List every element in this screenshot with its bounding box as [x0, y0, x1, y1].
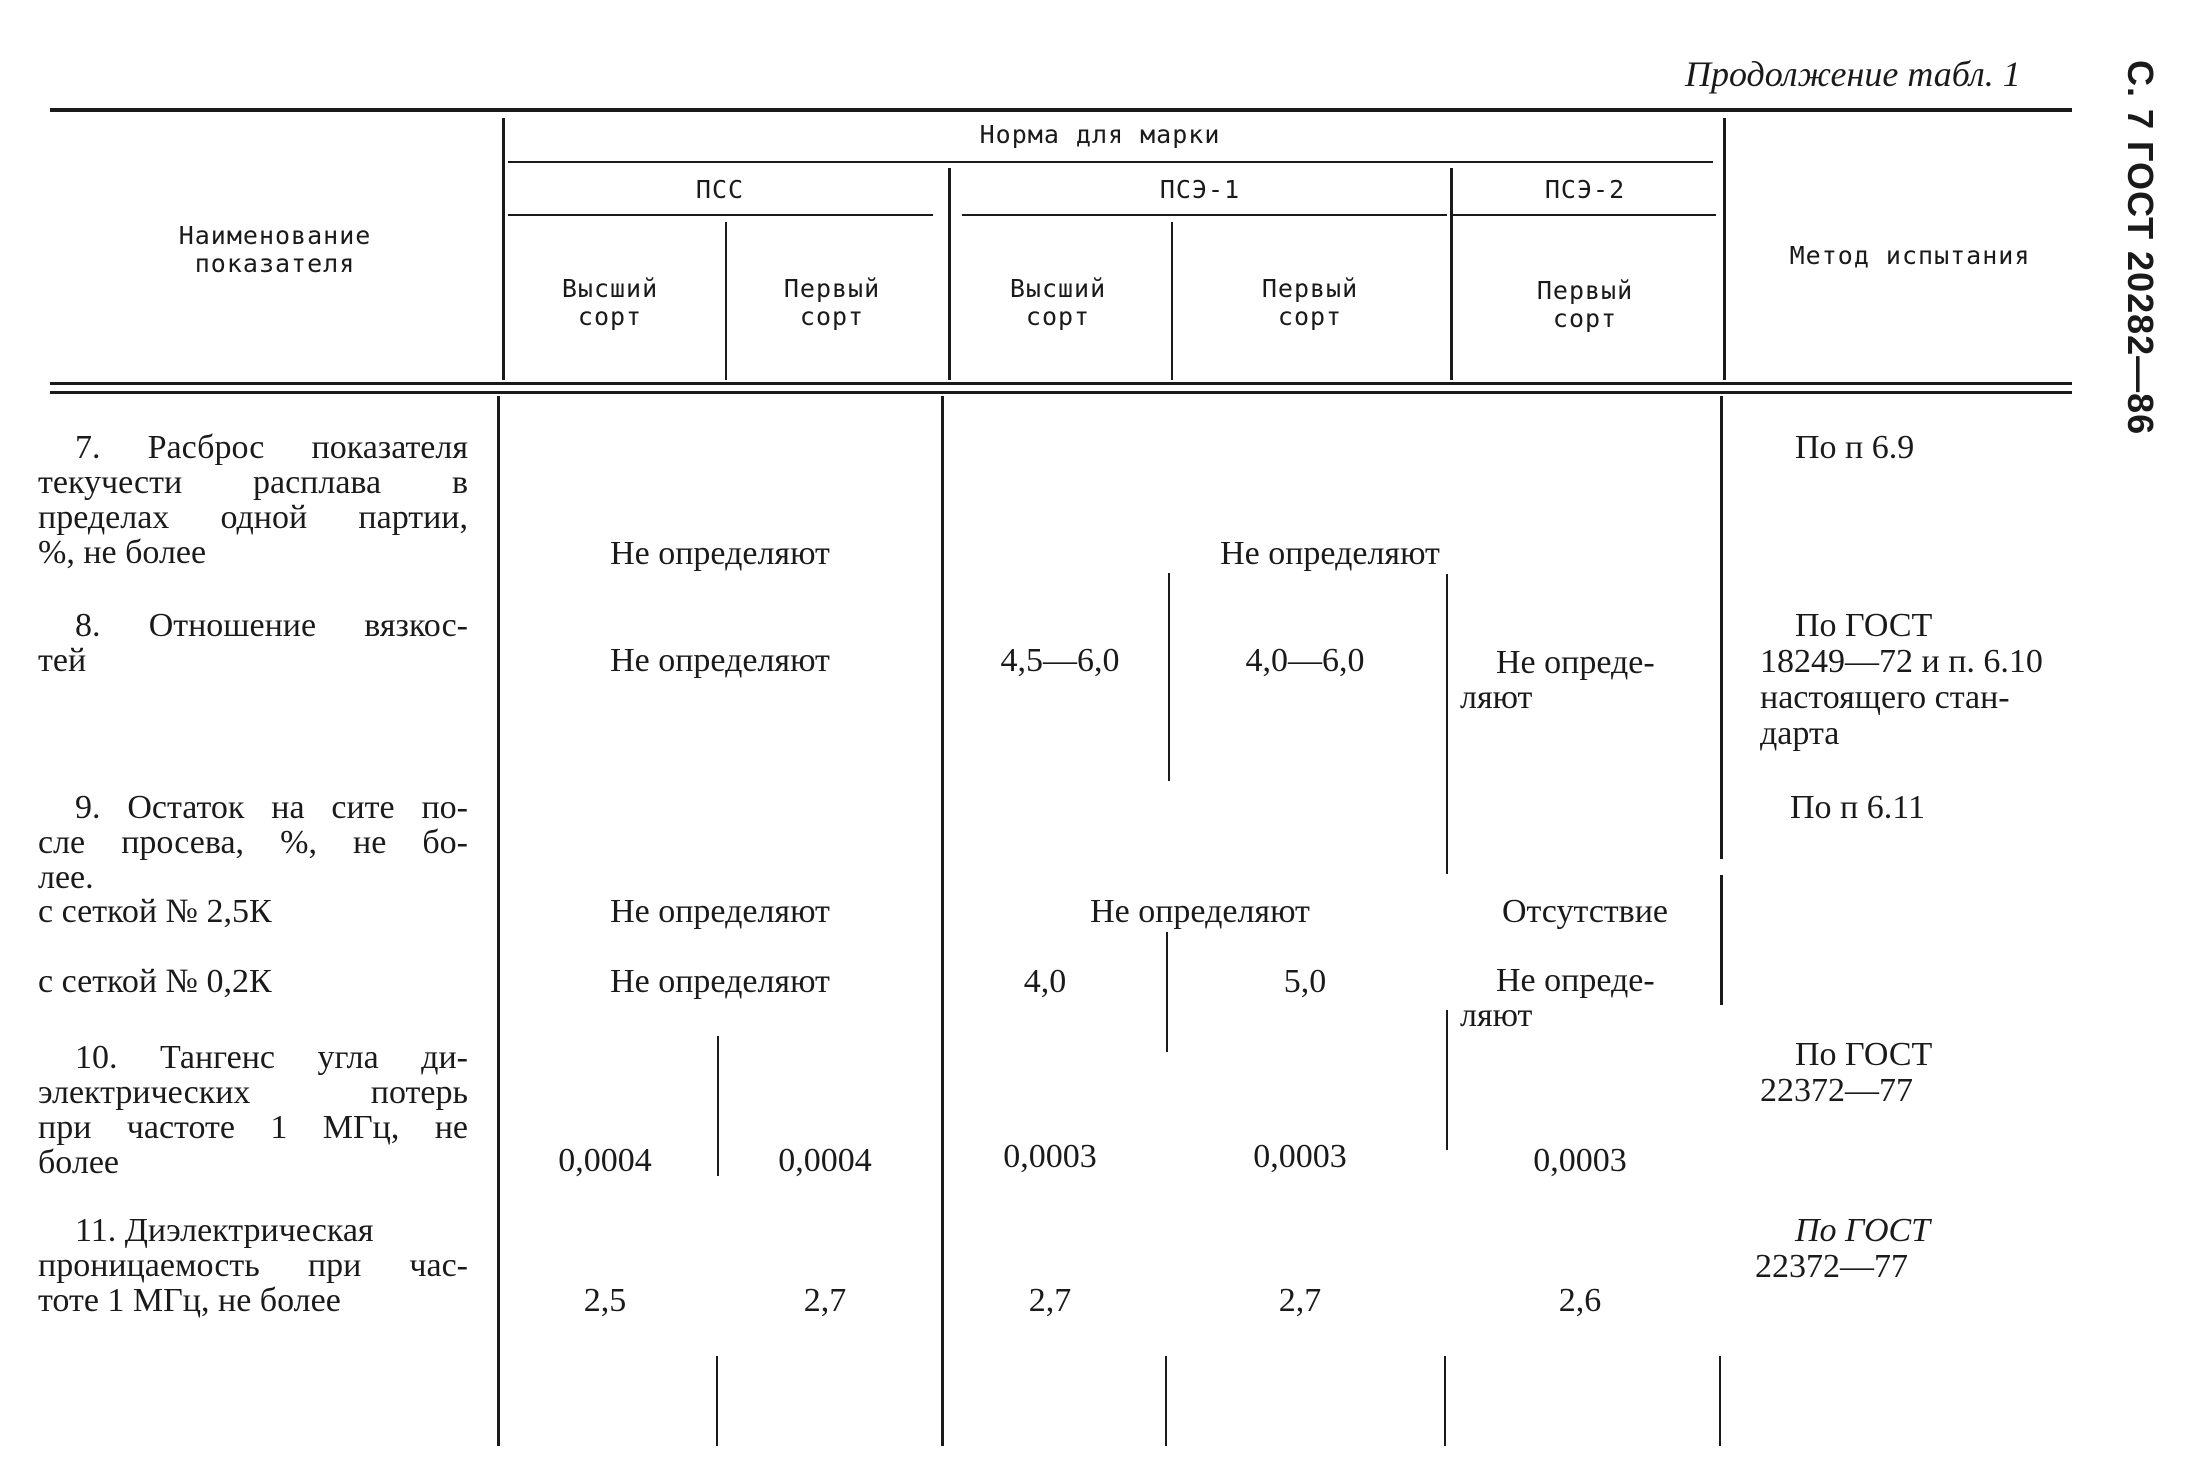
row-8-pse2-value: [1460, 645, 1710, 715]
row-11-method: [1755, 1213, 1930, 1285]
column-header-name-line2: показателя: [194, 249, 356, 278]
row-11-value-pse1-high: 2,7: [1028, 1282, 1072, 1319]
row-8-label: [38, 608, 468, 678]
row-11-value-pss-high: 2,5: [583, 1282, 627, 1319]
r10-pss-sub-divider: [717, 1036, 719, 1176]
header-bottom-rule-1: [50, 382, 2072, 385]
body-divider-pss: [941, 396, 944, 1446]
subheader-pse1-high: [968, 275, 1148, 331]
row-9b-label: с сеткой № 0,2К: [38, 963, 272, 1000]
row-7-pss-value: Не определяют: [610, 535, 830, 572]
header-bottom-rule-2: [50, 391, 2072, 394]
row-9-label-line3: лее.: [38, 859, 94, 896]
r8-pse1-sub-divider: [1168, 573, 1170, 781]
subheader-pse1-first-line1: Первый: [1261, 274, 1359, 303]
row-10-label-line2: электрических потерь: [38, 1074, 468, 1111]
row-8-pse2-line2: ляют: [1460, 679, 1533, 716]
row-9b-pse2-value: [1460, 963, 1710, 1033]
row-9a-pse1-value: Не определяют: [1090, 893, 1310, 930]
row-9-label-line2: сле просева, %, не бо-: [38, 824, 468, 861]
row-11-label-line2: проницаемость при час-: [38, 1247, 468, 1284]
row-10-method: [1760, 1037, 1932, 1109]
body-divider-name: [497, 396, 500, 1446]
column-header-name-line1: Наименование: [178, 221, 372, 250]
row-10-method-line1: По ГОСТ: [1795, 1036, 1933, 1073]
row-10-value-pse1-first: 0,0003: [1253, 1138, 1347, 1175]
row-8-pse1-high-value: 4,5—6,0: [1000, 642, 1120, 679]
row-8-pss-value: Не определяют: [610, 642, 830, 679]
header-divider-pse1-sub: [1171, 222, 1173, 380]
subheader-pss-high: [520, 275, 700, 331]
pse2-subheader-rule: [1452, 214, 1716, 216]
header-divider-pss-sub: [725, 222, 727, 380]
row-9-label: [38, 790, 468, 895]
row-7-label-line1: 7. Расброс показателя: [75, 429, 468, 466]
row-7-label-line4: %, не более: [38, 534, 207, 571]
subheader-pse1-first-line2: сорт: [1277, 302, 1343, 331]
side-caption: [2113, 60, 2173, 436]
row-11-method-line1: По ГОСТ: [1795, 1212, 1931, 1249]
header-divider-pse1: [1450, 168, 1453, 380]
row-9a-pse2-value: Отсутствие: [1501, 893, 1669, 930]
row-9b-pse2-line1: Не опреде-: [1496, 962, 1655, 999]
row-9a-label: с сеткой № 2,5К: [38, 893, 272, 930]
row-11-value-pse1-first: 2,7: [1278, 1282, 1322, 1319]
row-8-method-line4: дарта: [1760, 715, 1840, 752]
subheader-pss-first-line2: сорт: [799, 302, 865, 331]
header-divider-name: [502, 118, 505, 380]
grade-header-pss: ПСС: [695, 175, 745, 204]
row-10-label-line1: 10. Тангенс угла ди-: [75, 1039, 468, 1076]
norm-group-rule: [508, 161, 1713, 163]
subheader-pss-high-line2: сорт: [577, 302, 643, 331]
row-9b-pse1-first-value: 5,0: [1283, 963, 1327, 1000]
subheader-pss-first: [742, 275, 922, 331]
row-9a-pss-value: Не определяют: [610, 893, 830, 930]
norm-group-header: Норма для марки: [979, 120, 1221, 149]
row-9b-pse1-high-value: 4,0: [1023, 963, 1067, 1000]
subheader-pse1-high-line2: сорт: [1025, 302, 1091, 331]
row-8-pse2-line1: Не опреде-: [1496, 644, 1655, 681]
r9b-pse1-sub-divider: [1166, 932, 1168, 1052]
row-8-method-line1: По ГОСТ: [1795, 607, 1933, 644]
subheader-pse2-first-line1: Первый: [1536, 276, 1634, 305]
body-divider-method-lower: [1720, 875, 1723, 1005]
row-9-method: [1790, 790, 1925, 826]
subheader-pss-high-line1: Высший: [561, 274, 659, 303]
bottom-divider-pse1: [1444, 1356, 1446, 1446]
row-11-method-line2: 22372—77: [1755, 1248, 1908, 1285]
column-header-method: Метод испытания: [1789, 241, 2031, 270]
row-8-method-line3: настоящего стан-: [1760, 679, 2010, 716]
row-7-method-line1: По п 6.9: [1795, 429, 1915, 466]
row-8-label-line1: 8. Отношение вязкос-: [75, 607, 468, 644]
column-header-name: [100, 222, 450, 278]
pse1-subheader-rule: [962, 214, 1447, 216]
continuation-caption: Продолжение табл. 1: [1685, 54, 2021, 94]
row-11-value-pse2: 2,6: [1558, 1282, 1602, 1319]
row-9-method-line1: По п 6.11: [1790, 789, 1925, 826]
grade-header-pse2: ПСЭ-2: [1544, 175, 1626, 204]
row-8-pse1-first-value: 4,0—6,0: [1245, 642, 1365, 679]
row-7-label-line2: текучести расплава в: [38, 464, 468, 501]
row-7-method: [1795, 430, 1914, 466]
body-divider-pse1-lower: [1446, 1010, 1448, 1150]
row-10-label-line4: более: [38, 1144, 119, 1181]
subheader-pse2-first-line2: сорт: [1552, 304, 1618, 333]
row-11-value-pss-first: 2,7: [803, 1282, 847, 1319]
row-7-label-line3: пределах одной партии,: [38, 499, 468, 536]
row-11-label-line3: тоте 1 МГц, не более: [38, 1282, 341, 1319]
bottom-divider-method: [1719, 1356, 1721, 1446]
row-10-value-pse2: 0,0003: [1533, 1142, 1627, 1179]
row-10-value-pss-first: 0,0004: [778, 1142, 872, 1179]
row-10-value-pse1-high: 0,0003: [1003, 1138, 1097, 1175]
row-8-method: [1760, 608, 2043, 752]
subheader-pse1-first: [1215, 275, 1405, 331]
row-11-label: [38, 1213, 468, 1318]
row-8-label-line2: тей: [38, 642, 87, 679]
subheader-pse2-first: [1495, 277, 1675, 333]
header-divider-method: [1723, 118, 1726, 380]
table-top-rule: [50, 108, 2072, 112]
grade-header-pse1: ПСЭ-1: [1159, 175, 1241, 204]
body-divider-method-upper: [1720, 396, 1723, 859]
row-10-label-line3: при частоте 1 МГц, не: [38, 1109, 468, 1146]
row-8-method-line2: 18249—72 и п. 6.10: [1760, 643, 2043, 680]
subheader-pse1-high-line1: Высший: [1009, 274, 1107, 303]
row-9b-pss-value: Не определяют: [610, 963, 830, 1000]
body-divider-pse1-upper: [1446, 574, 1448, 874]
row-10-value-pss-high: 0,0004: [558, 1142, 652, 1179]
subheader-pss-first-line1: Первый: [783, 274, 881, 303]
row-7-label: [38, 430, 468, 570]
header-divider-pss: [948, 168, 951, 380]
pss-subheader-rule: [508, 214, 933, 216]
row-10-method-line2: 22372—77: [1760, 1072, 1913, 1109]
bottom-divider-pse1-sub: [1165, 1356, 1167, 1446]
side-caption-text: С. 7 ГОСТ 20282—86: [2120, 60, 2161, 436]
bottom-divider-pss-sub: [716, 1356, 718, 1446]
row-9b-pse2-line2: ляют: [1460, 997, 1533, 1034]
row-7-pse1-value: Не определяют: [1220, 535, 1440, 572]
row-11-label-line1: 11. Диэлектрическая: [75, 1212, 374, 1249]
row-9-label-line1: 9. Остаток на сите по-: [75, 789, 468, 826]
row-10-label: [38, 1040, 468, 1180]
